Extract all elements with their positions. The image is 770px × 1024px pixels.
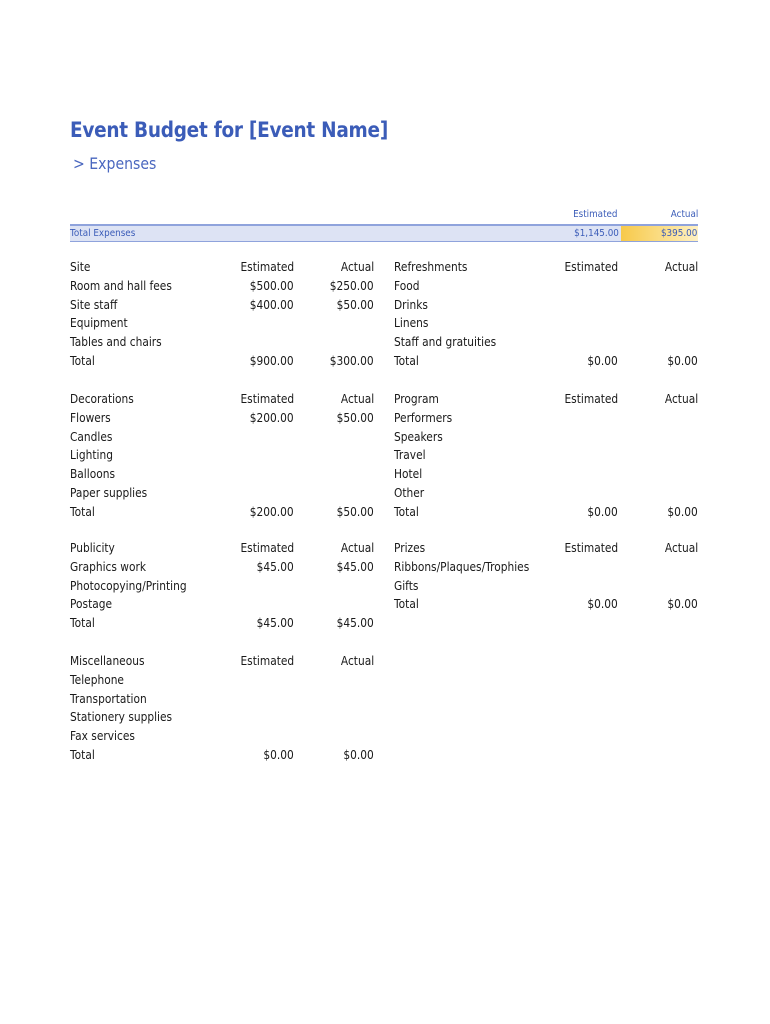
line-item-label: Balloons [70, 466, 115, 482]
line-item [70, 595, 374, 614]
section-total-estimated: $0.00 [587, 596, 618, 612]
line-item [70, 428, 374, 447]
line-item-label: Other [394, 484, 425, 500]
line-item [70, 333, 374, 352]
line-item [70, 727, 374, 746]
section-total [70, 352, 374, 371]
line-item-label: Travel [394, 447, 426, 463]
section-header-estimated: Estimated [240, 540, 294, 555]
line-item [394, 314, 698, 333]
line-item [394, 446, 698, 465]
section-total-actual: $0.00 [667, 352, 698, 368]
section-total-estimated: $900.00 [250, 352, 294, 368]
line-item-label: Linens [394, 315, 429, 331]
section-total-label: Total [394, 596, 419, 612]
section-total-actual: $0.00 [343, 746, 374, 762]
section-total-actual: $0.00 [667, 503, 698, 519]
line-item-actual: $50.00 [336, 296, 374, 312]
section-header [394, 539, 698, 558]
section-header-actual: Actual [340, 391, 374, 406]
section-header [70, 390, 374, 409]
section-header-estimated: Estimated [564, 540, 618, 555]
line-item [70, 446, 374, 465]
line-item-label: Fax services [70, 728, 135, 744]
section-header-estimated: Estimated [240, 259, 294, 274]
section-total-actual: $50.00 [336, 503, 374, 519]
section-header-label: Program [394, 391, 439, 406]
page-title: Event Budget for [Event Name] [70, 118, 389, 142]
line-item [70, 465, 374, 484]
section-header-label: Prizes [394, 540, 426, 555]
section-total-label: Total [394, 503, 419, 519]
section-total [394, 352, 698, 371]
line-item [70, 708, 374, 727]
line-item-label: Candles [70, 428, 113, 444]
line-item-label: Postage [70, 596, 113, 612]
section-header [70, 652, 374, 671]
summary-actual-header: Actual [670, 209, 698, 220]
section-header-estimated: Estimated [240, 653, 294, 668]
line-item [394, 409, 698, 428]
line-item-label: Speakers [394, 428, 443, 444]
line-item [70, 577, 374, 596]
section-total-label: Total [70, 746, 95, 762]
section-total-estimated: $45.00 [256, 615, 294, 631]
section-refreshments [394, 258, 698, 371]
line-item-label: Staff and gratuities [394, 334, 497, 350]
line-item [394, 428, 698, 447]
line-item-estimated: $500.00 [250, 277, 294, 293]
line-item-label: Transportation [70, 690, 147, 706]
section-header [394, 390, 698, 409]
line-item [70, 277, 374, 296]
line-item-label: Food [394, 277, 420, 293]
line-item-label: Ribbons/Plaques/Trophies [394, 558, 530, 574]
total-expenses-label: Total Expenses [70, 228, 136, 239]
section-header [70, 539, 374, 558]
line-item-label: Gifts [394, 577, 419, 593]
line-item [394, 465, 698, 484]
section-total-actual: $45.00 [336, 615, 374, 631]
section-total-estimated: $0.00 [263, 746, 294, 762]
line-item-label: Photocopying/Printing [70, 577, 187, 593]
section-total-estimated: $0.00 [587, 503, 618, 519]
line-item-label: Hotel [394, 466, 423, 482]
section-header-label: Miscellaneous [70, 653, 145, 668]
section-header-estimated: Estimated [564, 391, 618, 406]
line-item-label: Site staff [70, 296, 118, 312]
line-item [70, 690, 374, 709]
line-item-estimated: $200.00 [250, 409, 294, 425]
section-total-estimated: $200.00 [250, 503, 294, 519]
line-item [394, 277, 698, 296]
line-item-label: Telephone [70, 671, 124, 687]
total-expenses-estimated: $1,145.00 [574, 228, 619, 239]
section-total-actual: $300.00 [330, 352, 374, 368]
line-item [70, 314, 374, 333]
line-item-label: Flowers [70, 409, 111, 425]
section-header [394, 258, 698, 277]
section-miscellaneous [70, 652, 374, 765]
line-item-label: Room and hall fees [70, 277, 172, 293]
section-total-estimated: $0.00 [587, 352, 618, 368]
line-item [394, 484, 698, 503]
line-item [70, 296, 374, 315]
line-item-label: Graphics work [70, 558, 147, 574]
section-prizes [394, 539, 698, 614]
line-item-label: Paper supplies [70, 484, 148, 500]
line-item [394, 558, 698, 577]
section-header-actual: Actual [340, 653, 374, 668]
line-item-actual: $45.00 [336, 558, 374, 574]
section-header-label: Publicity [70, 540, 115, 555]
line-item-actual: $250.00 [330, 277, 374, 293]
section-total [394, 503, 698, 522]
line-item [70, 558, 374, 577]
line-item [394, 333, 698, 352]
section-program [394, 390, 698, 522]
section-header-estimated: Estimated [564, 259, 618, 274]
section-total-label: Total [70, 503, 95, 519]
line-item-label: Drinks [394, 296, 428, 312]
line-item [394, 296, 698, 315]
section-site [70, 258, 374, 371]
summary-estimated-header: Estimated [573, 209, 618, 220]
section-header-actual: Actual [340, 540, 374, 555]
section-header-estimated: Estimated [240, 391, 294, 406]
line-item-label: Lighting [70, 447, 113, 463]
line-item [70, 671, 374, 690]
line-item [70, 484, 374, 503]
section-header-label: Decorations [70, 391, 134, 406]
section-header-actual: Actual [340, 259, 374, 274]
line-item-label: Performers [394, 409, 453, 425]
section-header-label: Site [70, 259, 91, 274]
section-total [70, 614, 374, 633]
section-total-label: Total [70, 615, 95, 631]
line-item-label: Equipment [70, 315, 128, 331]
line-item-label: Stationery supplies [70, 709, 173, 725]
section-header-label: Refreshments [394, 259, 468, 274]
section-decorations [70, 390, 374, 522]
line-item-estimated: $400.00 [250, 296, 294, 312]
section-total-label: Total [394, 352, 419, 368]
line-item-label: Tables and chairs [70, 334, 162, 350]
line-item-estimated: $45.00 [256, 558, 294, 574]
total-expenses-actual: $395.00 [621, 226, 698, 241]
section-total [70, 746, 374, 765]
line-item [394, 577, 698, 596]
section-total [394, 595, 698, 614]
section-header-actual: Actual [664, 540, 698, 555]
line-item [70, 409, 374, 428]
section-header-actual: Actual [664, 391, 698, 406]
section-publicity [70, 539, 374, 633]
section-header [70, 258, 374, 277]
section-header-actual: Actual [664, 259, 698, 274]
page-subtitle: > Expenses [73, 154, 157, 173]
section-total-actual: $0.00 [667, 596, 698, 612]
total-expenses-bar [70, 224, 698, 242]
section-total [70, 503, 374, 522]
line-item-actual: $50.00 [336, 409, 374, 425]
section-total-label: Total [70, 352, 95, 368]
